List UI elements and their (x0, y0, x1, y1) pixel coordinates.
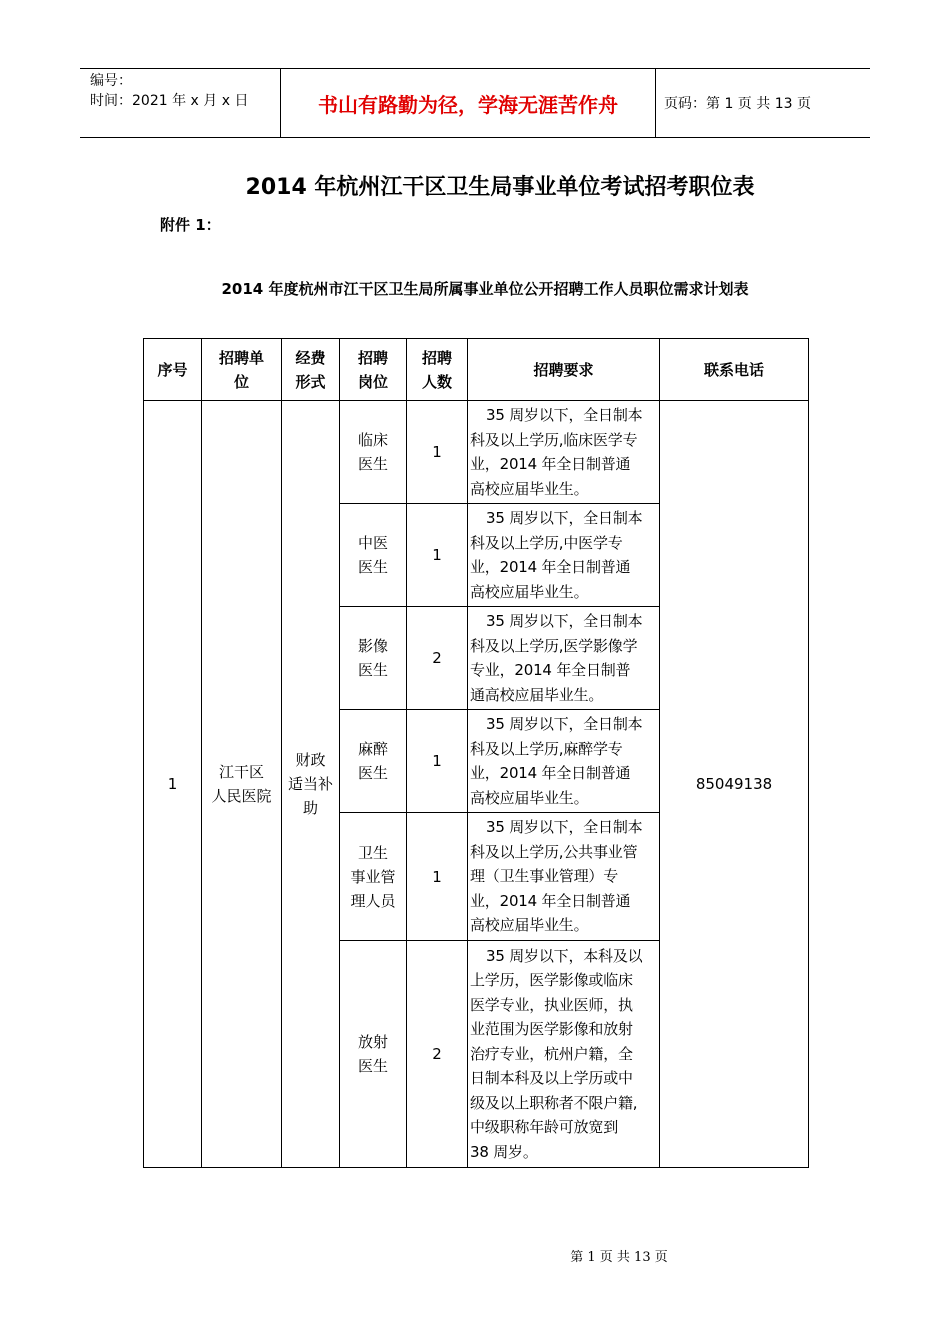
document-date: 时间：2021 年 x 月 x 日 (90, 93, 249, 109)
requirements-cell: 35 周岁以下，全日制本 科及以上学历,医学影像学 专业，2014 年全日制普 通高校应届毕业生。 (468, 607, 660, 710)
unit-cell: 江干区 人民医院 (202, 401, 282, 1168)
requirements-cell: 35 周岁以下，全日制本 科及以上学历,公共事业管 理（卫生事业管理）专 业，2014 年全日制普通 高校应届毕业生。 (468, 813, 660, 941)
requirements-cell: 35 周岁以下，全日制本 科及以上学历,临床医学专 业，2014 年全日制普通 高校应届毕业生。 (468, 401, 660, 504)
header-funding: 经费 形式 (282, 339, 340, 401)
header-meta (80, 69, 280, 137)
count-cell: 2 (407, 607, 468, 710)
table-subtitle: 2014 年度杭州市江干区卫生局所属事业单位公开招聘工作人员职位需求计划表 (221, 280, 749, 298)
requirements-cell: 35 周岁以下，全日制本 科及以上学历,麻醉学专 业，2014 年全日制普通 高校应届毕业生。 (468, 710, 660, 813)
count-cell: 1 (407, 710, 468, 813)
table-header-row (144, 339, 809, 401)
header-requirements: 招聘要求 (468, 339, 660, 401)
phone-cell: 85049138 (660, 401, 809, 1168)
count-cell: 1 (407, 813, 468, 941)
document-number-label: 编号： (90, 73, 132, 89)
header-unit: 招聘单 位 (202, 339, 282, 401)
header-post: 招聘 岗位 (340, 339, 407, 401)
page-header (80, 68, 870, 138)
post-cell: 卫生 事业管 理人员 (340, 813, 407, 941)
page-footer: 第 1 页 共 13 页 (570, 1250, 668, 1265)
requirements-cell: 35 周岁以下，全日制本 科及以上学历,中医学专 业，2014 年全日制普通 高校应届毕业生。 (468, 504, 660, 607)
count-cell: 1 (407, 401, 468, 504)
header-seq: 序号 (144, 339, 202, 401)
post-cell: 放射 医生 (340, 941, 407, 1168)
header-page-info: 页码：第 1 页 共 13 页 (664, 96, 811, 112)
annex-label: 附件 1： (160, 216, 221, 234)
funding-cell: 财政 适当补 助 (282, 401, 340, 1168)
header-motto: 书山有路勤为径，学海无涯苦作舟 (280, 69, 656, 137)
post-cell: 麻醉 医生 (340, 710, 407, 813)
post-cell: 中医 医生 (340, 504, 407, 607)
count-cell: 1 (407, 504, 468, 607)
header-phone: 联系电话 (660, 339, 809, 401)
recruitment-table (143, 338, 809, 1168)
post-cell: 临床 医生 (340, 401, 407, 504)
count-cell: 2 (407, 941, 468, 1168)
requirements-cell: 35 周岁以下，本科及以 上学历，医学影像或临床 医学专业，执业医师，执 业范围为医学影像和放射 治疗专业，杭州户籍，全 日制本科及以上学历或中 级及以上职称者不限户籍, 中级职称年龄可放宽到 38 周岁。 (468, 941, 660, 1168)
header-count: 招聘 人数 (407, 339, 468, 401)
seq-cell: 1 (144, 401, 202, 1168)
document-title: 2014 年杭州江干区卫生局事业单位考试招考职位表 (245, 175, 755, 200)
post-cell: 影像 医生 (340, 607, 407, 710)
table-row (144, 401, 809, 504)
